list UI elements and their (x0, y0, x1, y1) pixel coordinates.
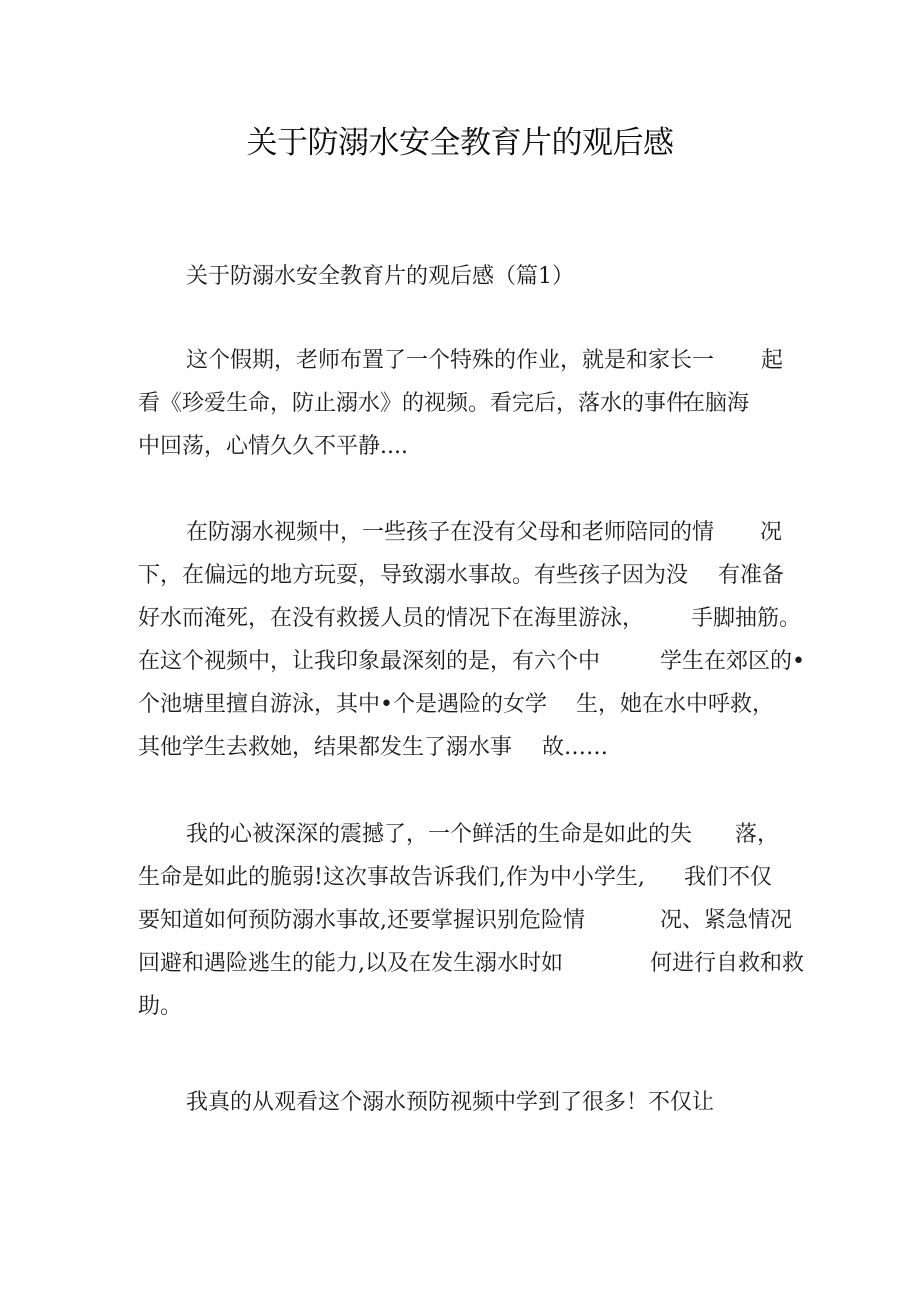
line-segment: 生命是如此的脆弱!这次事故告诉我们,作为中小学生, (138, 865, 645, 890)
line-segment: 生，她在水中呼救， (576, 692, 775, 717)
line-segment: 个池塘里擅自游泳，其中•个是遇险的女学 (138, 692, 547, 717)
line-segment: 我的心被深深的震撼了，一个鲜活的生命是如此的失 (186, 822, 693, 847)
paragraph-line (138, 728, 798, 768)
section-heading: 关于防溺水安全教育片的观后感（篇1） (186, 264, 574, 289)
line-segment: 故…… (542, 735, 609, 760)
paragraph-line (138, 642, 805, 682)
line-segment: 中回荡，心情久久不平静.... (138, 434, 408, 459)
line-segment: 回避和遇险逃生的能力,以及在发生溺水时如 (138, 951, 563, 976)
paragraph-line (138, 944, 805, 984)
line-segment: 好水而淹死，在没有救援人员的情况下在海里游泳， (138, 606, 645, 631)
paragraph-line (186, 815, 798, 855)
paragraph-line (138, 384, 798, 424)
line-segment: 在防溺水视频中，一些孩子在没有父母和老师陪同的情 (186, 520, 715, 545)
paragraph-line (186, 513, 798, 553)
document-title: 关于防溺水安全教育片的观后感 (246, 125, 674, 161)
paragraph-line (186, 1083, 798, 1123)
paragraph-line (138, 599, 802, 639)
paragraph-line (138, 685, 798, 725)
line-segment: 我们不仅 (684, 865, 773, 890)
line-segment: 况、紧急情况 (660, 908, 793, 933)
line-segment: 在这个视频中，让我印象最深刻的是，有六个中 (138, 649, 601, 674)
paragraph-line (138, 901, 798, 941)
line-segment: 下，在偏远的地方玩耍，导致溺水事故。有些孩子因为没 (138, 563, 689, 588)
line-segment: 况 (760, 520, 783, 545)
paragraph-line (138, 556, 798, 596)
line-segment: 手脚抽筋。 (691, 606, 802, 631)
line-segment: 起 (761, 348, 784, 373)
paragraph-line (138, 987, 798, 1027)
line-segment: 要知道如何预防溺水事故,还要掌握识别危险情 (138, 908, 585, 933)
line-segment: 助。 (138, 994, 183, 1019)
line-segment: 其他学生去救她，结果都发生了溺水事 (138, 735, 513, 760)
line-segment: 我真的从观看这个溺水预防视频中学到了很多！不仅让 (186, 1090, 715, 1115)
paragraph-line (138, 427, 798, 467)
paragraph-line (186, 341, 798, 381)
line-segment: 有准备 (718, 563, 785, 588)
paragraph-line (138, 858, 798, 898)
line-segment: 学生在郊区的• (660, 649, 805, 674)
line-segment: 在脑海 (683, 391, 750, 416)
line-segment: 落， (735, 822, 780, 847)
line-segment: 看《珍爱生命，防止溺水》的视频。看完后，落水的事件 (138, 391, 689, 416)
line-segment: 这个假期，老师布置了一个特殊的作业，就是和家长一 (186, 348, 715, 373)
line-segment: 何进行自救和救 (650, 951, 805, 976)
